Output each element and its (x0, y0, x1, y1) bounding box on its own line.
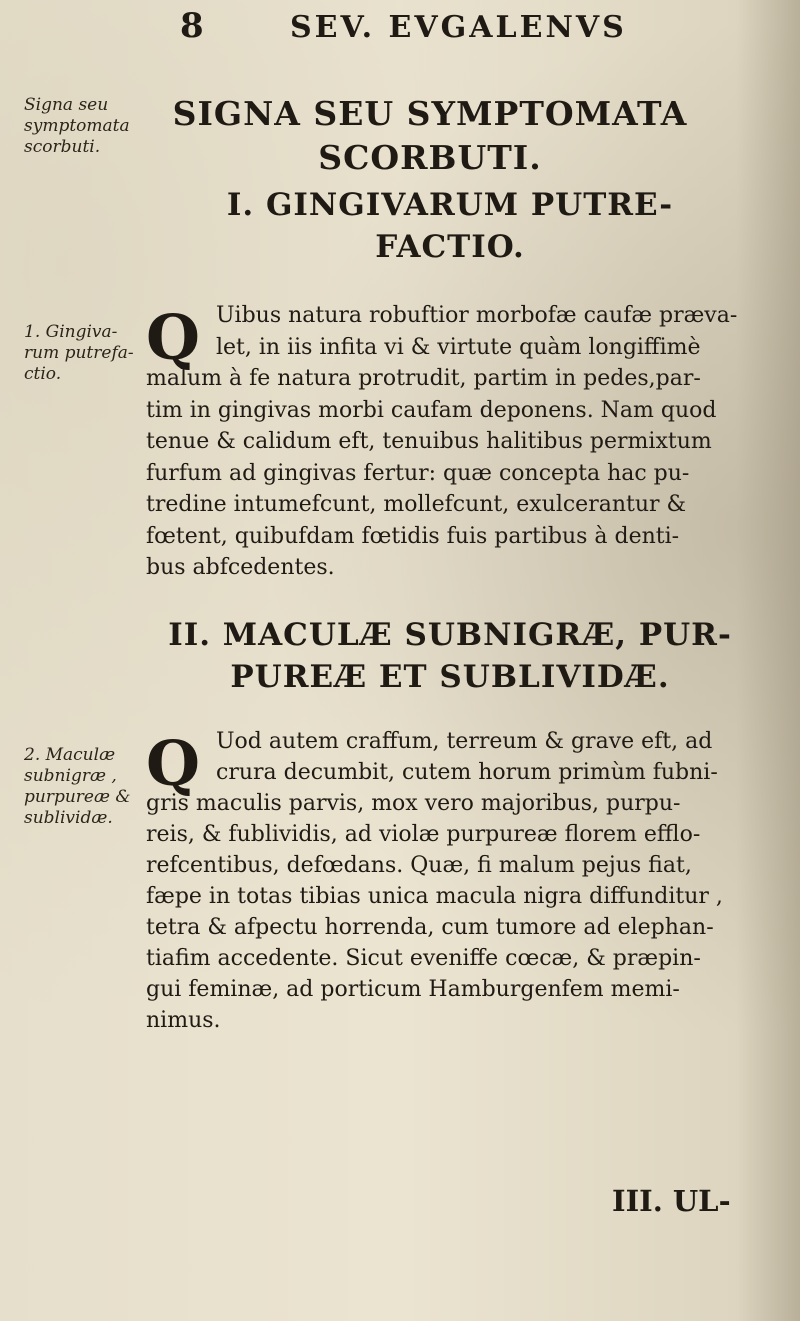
text-line: let, in iis infita vi & virtute quàm longiffimè (216, 335, 701, 360)
dropcap-q: Q (146, 301, 201, 374)
paragraph-gingiva (146, 303, 776, 623)
text-line: tim in gingivas morbi caufam deponens. Nam quod (146, 398, 717, 423)
text-line: tenue & calidum eft, tenuibus halitibus permixtum (146, 429, 712, 454)
paragraph-maculae (146, 729, 776, 1079)
margin-note-gingiva: 1. Gingiva- rum putrefa- ctio. (24, 322, 134, 384)
text-line: Uod autem craffum, terreum & grave eft, ad (216, 729, 713, 754)
text-line: gris maculis parvis, mox vero majoribus, purpu- (146, 791, 681, 816)
main-title: SIGNA SEU SYMPTOMATA SCORBUTI. (172, 94, 688, 177)
text-line: tetra & afpectu horrenda, cum tumore ad elephan- (146, 915, 714, 940)
text-line: nimus. (146, 1008, 221, 1033)
text-line: malum à fe natura protrudit, partim in pedes,par- (146, 366, 701, 391)
text-line: Uibus natura robuftior morbofæ caufæ præva- (216, 303, 738, 328)
text-line: refcentibus, defœdans. Quæ, fi malum pejus fiat, (146, 853, 692, 878)
dropcap-q: Q (146, 727, 201, 800)
text-line: furfum ad gingivas fertur: quæ concepta hac pu- (146, 461, 690, 486)
text-line: fæpe in totas tibias unica macula nigra diffunditur , (146, 884, 723, 909)
text-line: crura decumbit, cutem horum primùm fubni- (216, 760, 718, 785)
margin-note-signa: Signa seu symptomata scorbuti. (24, 95, 130, 157)
catchword: III. UL- (612, 1184, 731, 1218)
text-line: gui feminæ, ad porticum Hamburgenfem memi- (146, 977, 680, 1002)
page-number: 8 (180, 6, 204, 46)
text-line: reis, & fublividis, ad violæ purpureæ florem efflo- (146, 822, 701, 847)
text-line: fœtent, quibufdam fœtidis fuis partibus à denti- (146, 524, 680, 549)
section-heading-1: I. GINGIVARUM PUTRE- FACTIO. (226, 187, 674, 265)
running-title: SEV. EVGALENVS (290, 10, 627, 45)
section-heading-2: II. MACULÆ SUBNIGRÆ, PUR- PUREÆ ET SUBLIVIDÆ. (168, 617, 732, 695)
text-line: bus abfcedentes. (146, 555, 335, 580)
text-line: tiafim accedente. Sicut eveniffe cœcæ, & præpin- (146, 946, 701, 971)
text-line: tredine intumefcunt, mollefcunt, exulcerantur & (146, 492, 687, 517)
running-head (0, 6, 800, 50)
margin-note-maculae: 2. Maculæ subnigræ , purpureæ & sublividæ. (24, 745, 131, 828)
